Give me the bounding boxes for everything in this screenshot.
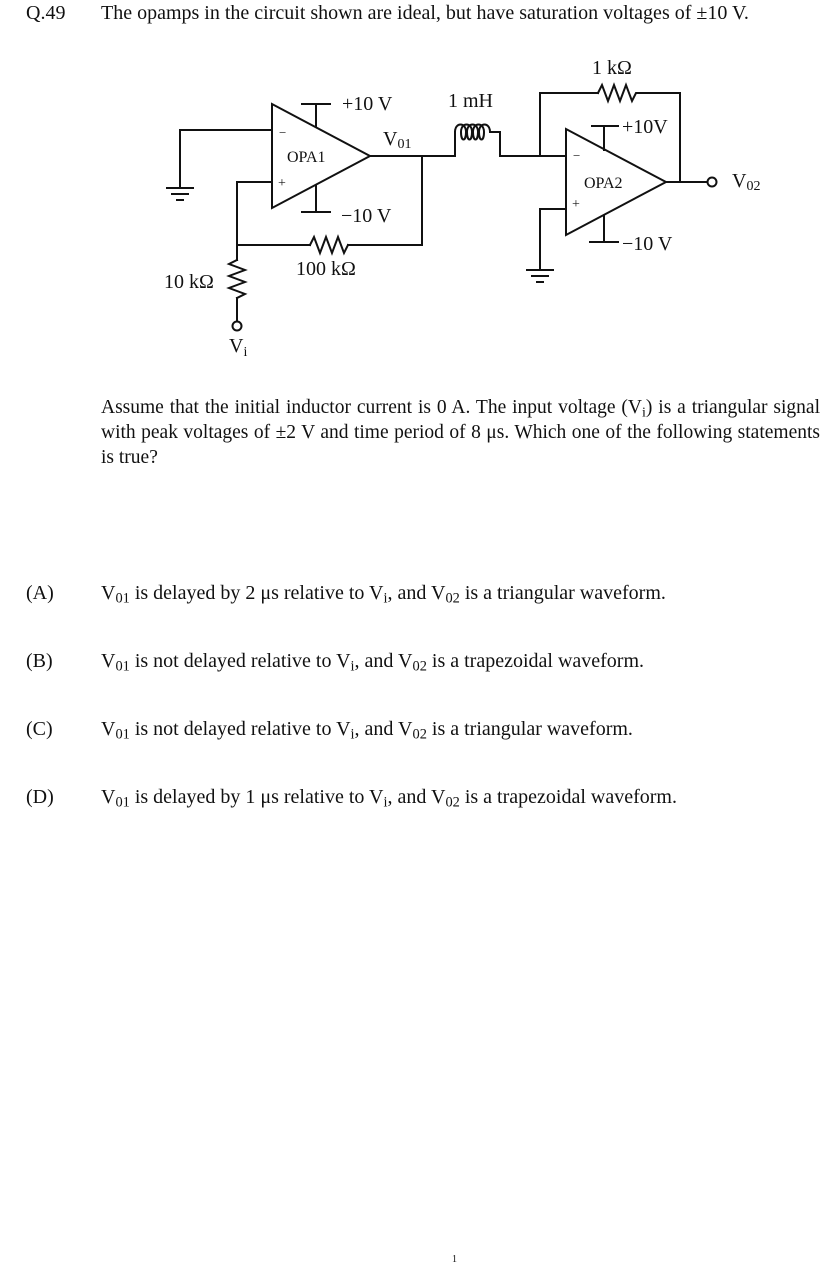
v02-label: V02 [732, 170, 761, 194]
option-b-letter: (B) [26, 650, 53, 672]
circuit-diagram [0, 0, 840, 370]
option-c-text: $V_{01}$ is not delayed relative to $V_i$, and $V_{02}$ is a triangular waveform. [101, 718, 633, 743]
v01-label: V01 [383, 128, 412, 152]
opa2-label: OPA2 [584, 175, 623, 192]
option-d-letter: (D) [26, 786, 54, 808]
option-b-text: $V_{01}$ is not delayed relative to $V_i$, and $V_{02}$ is a trapezoidal waveform. [101, 650, 645, 675]
vi-terminal [233, 322, 242, 331]
question-number: Q.49 [26, 2, 66, 24]
inductor-1mh [455, 125, 490, 140]
problem-paragraph: Assume that the initial inductor current is 0 A. The input voltage $(V_i)$ is a triangular signal with peak voltages of ±2 V and time period of 8 μs. Which one of the following statements is true? [101, 397, 820, 468]
v02-terminal [708, 178, 717, 187]
page-number: 1 [452, 1254, 457, 1265]
opa1-vneg: −10 V [341, 205, 392, 227]
resistor-10k-label: 10 kΩ [164, 271, 214, 293]
question-text: The opamps in the circuit shown are ideal, but have saturation voltages of ±10 V. [101, 2, 749, 24]
opa1-label: OPA1 [287, 149, 326, 166]
opa1-inv-sign: − [279, 125, 287, 140]
opa1-vpos: +10 V [342, 93, 393, 115]
resistor-1k [598, 85, 646, 101]
resistor-1k-label: 1 kΩ [592, 57, 632, 79]
inductor-label: 1 mH [448, 90, 493, 112]
vi-label: $V_i$ [229, 335, 248, 360]
resistor-10k [229, 260, 245, 298]
ground-icon-1 [167, 188, 193, 200]
option-a-letter: (A) [26, 582, 54, 604]
opa2-inv-sign: − [573, 148, 581, 163]
option-d-text: $V_{01}$ is delayed by 1 μs relative to $V_i$, and $V_{02}$ is a trapezoidal waveform. [101, 786, 677, 811]
opa2-vpos: +10V [622, 116, 668, 138]
opa2-noninv-sign: + [572, 197, 580, 212]
resistor-100k [310, 237, 348, 253]
resistor-100k-label: 100 kΩ [296, 258, 356, 280]
opa1-noninv-sign: + [278, 176, 286, 191]
option-a-text: $V_{01}$ is delayed by 2 μs relative to $V_i$, and $V_{02}$ is a triangular waveform. [101, 582, 666, 607]
opa2-vneg: −10 V [622, 233, 673, 255]
ground-icon-2 [527, 270, 553, 282]
option-c-letter: (C) [26, 718, 53, 740]
